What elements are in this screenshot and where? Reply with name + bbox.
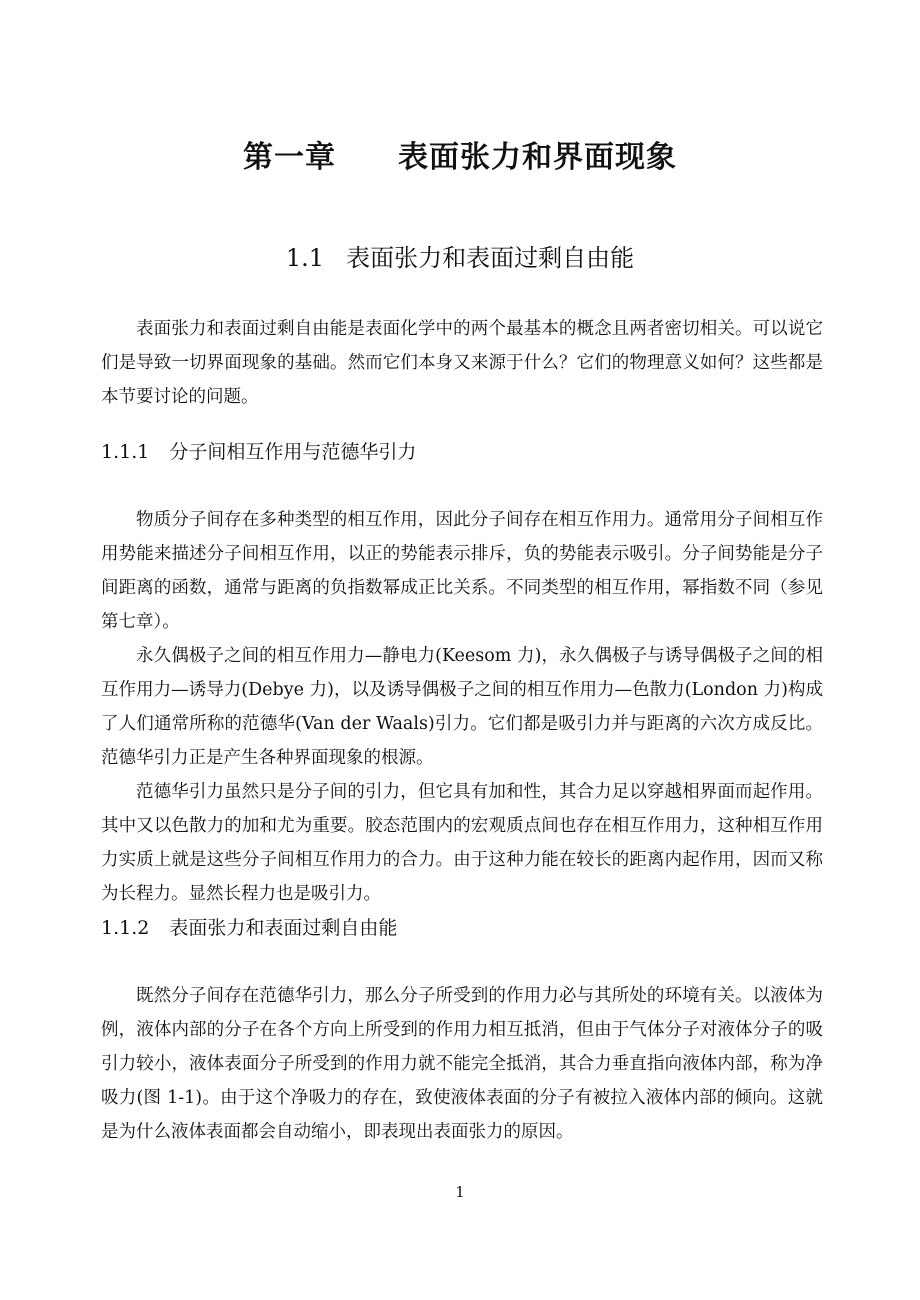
chapter-number: 第一章 [243,140,336,175]
page-number: 1 [455,1183,465,1201]
subsection-number: 1.1.2 [101,917,150,939]
subsection-title-1-1-1 [101,437,416,467]
chapter-title [0,136,920,180]
body-paragraph: 永久偶极子之间的相互作用力—静电力(Keesom 力)，永久偶极子与诱导偶极子之间的相互作用力—诱导力(Debye 力)，以及诱导偶极子之间的相互作用力—色散力(London 力)构成了人们通常所称的范德华(Van der Waals)引力。它们都是吸引力并与距离的六次方成反比。范德华引力正是产生各种界面现象的根源。 [101,646,823,768]
subsection-number: 1.1.1 [101,441,150,463]
section-number: 1.1 [285,244,325,272]
subsection-name: 表面张力和表面过剩自由能 [169,917,398,939]
chapter-name: 表面张力和界面现象 [398,140,677,175]
section-title [0,240,920,276]
body-paragraph: 范德华引力虽然只是分子间的引力，但它具有加和性，其合力足以穿越相界面而起作用。其中又以色散力的加和尤为重要。胶态范围内的宏观质点间也存在相互作用力，这种相互作用力实质上就是这些分子间相互作用力的合力。由于这种力能在较长的距离内起作用，因而又称为长程力。显然长程力也是吸引力。 [101,782,823,904]
subsection-name: 分子间相互作用与范德华引力 [169,441,417,463]
body-paragraph: 既然分子间存在范德华引力，那么分子所受到的作用力必与其所处的环境有关。以液体为例，液体内部的分子在各个方向上所受到的作用力相互抵消，但由于气体分子对液体分子的吸引力较小，液体表面分子所受到的作用力就不能完全抵消，其合力垂直指向液体内部，称为净吸力(图 1-1)。由于这个净吸力的存在，致使液体表面的分子有被拉入液体内部的倾向。这就是为什么液体表面都会自动缩小，即表现出表面张力的原因。 [101,986,823,1142]
section-name: 表面张力和表面过剩自由能 [346,244,635,272]
subsection-title-1-1-2 [101,913,397,943]
intro-paragraph: 表面张力和表面过剩自由能是表面化学中的两个最基本的概念且两者密切相关。可以说它们是导致一切界面现象的基础。然而它们本身又来源于什么？它们的物理意义如何？这些都是本节要讨论的问题。 [101,319,823,407]
body-paragraph: 物质分子间存在多种类型的相互作用，因此分子间存在相互作用力。通常用分子间相互作用势能来描述分子间相互作用，以正的势能表示排斥，负的势能表示吸引。分子间势能是分子间距离的函数，通常与距离的负指数幂成正比关系。不同类型的相互作用，幂指数不同（参见第七章）。 [101,510,823,632]
